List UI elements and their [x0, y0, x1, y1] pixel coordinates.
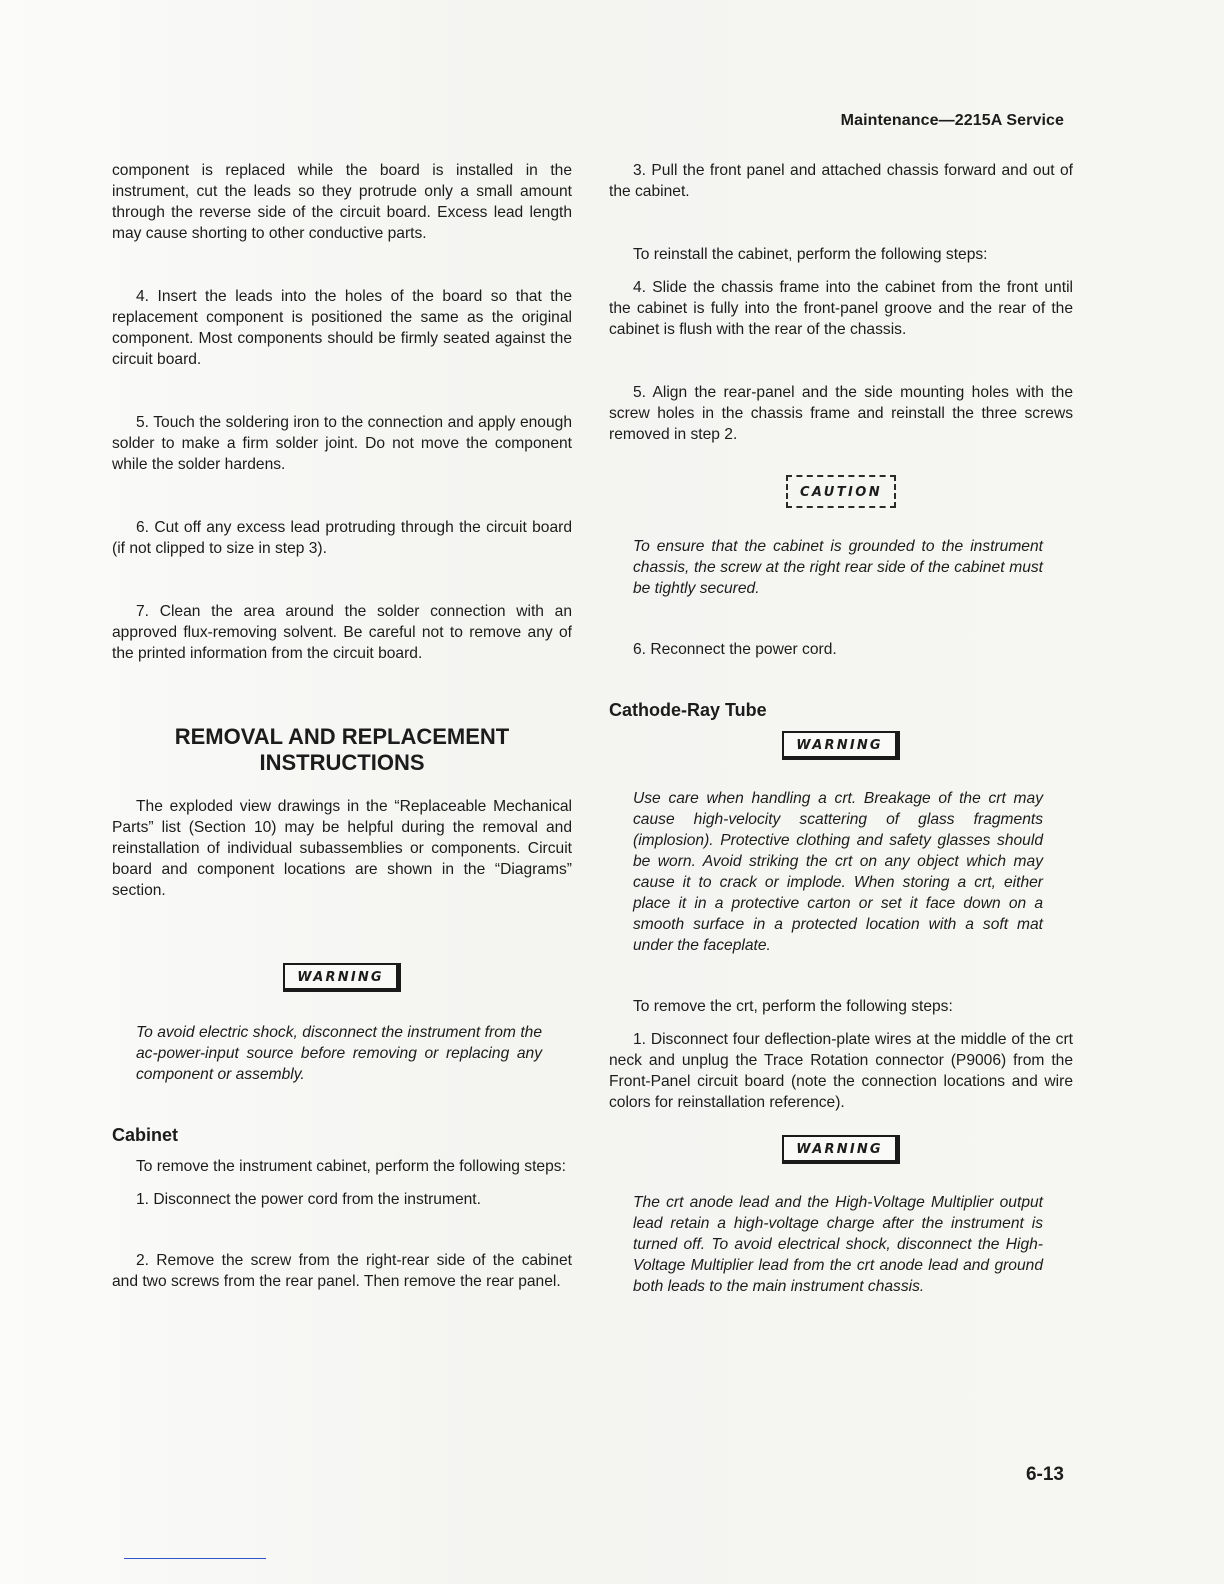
cabinet-step-4: 4. Slide the chassis frame into the cabinet from the front until the cabinet is fully into the front-panel groove and the rear of the cabinet is flush with the rear of the chassis. [609, 279, 1073, 338]
hv-warning-badge-wrap [609, 1135, 1073, 1164]
step-4: 4. Insert the leads into the holes of the board so that the replacement component is positioned the same as the original component. Most components should be firmly seated against the circuit board. [112, 288, 572, 368]
cabinet-step-1: 1. Disconnect the power cord from the instrument. [136, 1191, 481, 1208]
warning-badge-wrap [112, 963, 572, 992]
step-7: 7. Clean the area around the solder connection with an approved flux-removing solvent. Be careful not to remove any of the printed information from the circuit board. [112, 603, 572, 662]
section-intro: The exploded view drawings in the “Replaceable Mechanical Parts” list (Section 10) may be helpful during the removal and reinstallation of individual subassemblies or components. Circuit board and component locations are shown in the “Diagrams” section. [112, 798, 572, 899]
step-5: 5. Touch the soldering iron to the connection and apply enough solder to make a firm solder joint. Do not move the component while the solder hardens. [112, 414, 572, 473]
warning-text: To avoid electric shock, disconnect the instrument from the ac-power-input source before removing or replacing any component or assembly. [136, 1024, 542, 1083]
section-title-line-1: REMOVAL AND REPLACEMENT [174, 724, 510, 749]
cabinet-heading: Cabinet [112, 1125, 179, 1145]
crt-intro: To remove the crt, perform the following steps: [633, 998, 953, 1015]
cabinet-step-6: 6. Reconnect the power cord. [633, 641, 837, 658]
crt-warning-text: Use care when handling a crt. Breakage of the crt may cause high-velocity scattering of glass fragments (implosion). Protective clothing and safety glasses should be worn. Avoid striking the crt on any object which may cause it to crack or implode. When storing a crt, either place it in a protective carton or set it face down on a smooth surface in a protected location with a soft mat under the faceplate. [633, 790, 1043, 954]
section-title [112, 724, 572, 776]
caution-badge-wrap [609, 475, 1073, 508]
left-column [112, 160, 572, 1292]
crt-step-1: 1. Disconnect four deflection-plate wires at the middle of the crt neck and unplug the Trace Rotation connector (P9006) from the Front-Panel circuit board (note the connection locations and wire colors for reinstallation reference). [609, 1031, 1073, 1111]
bottom-rule [124, 1558, 266, 1559]
hv-warning-text: The crt anode lead and the High-Voltage Multiplier output lead retain a high-voltage charge after the instrument is turned off. To avoid electrical shock, disconnect the High-Voltage Multiplier lead from the crt anode lead and ground both leads to the main instrument chassis. [633, 1194, 1043, 1295]
cabinet-step-5: 5. Align the rear-panel and the side mounting holes with the screw holes in the chassis frame and reinstall the three screws removed in step 2. [609, 384, 1073, 443]
right-column [609, 160, 1073, 1297]
caution-text: To ensure that the cabinet is grounded to the instrument chassis, the screw at the right rear side of the cabinet must be tightly secured. [633, 538, 1043, 597]
reinstall-intro: To reinstall the cabinet, perform the following steps: [633, 246, 988, 263]
section-title-line-2: INSTRUCTIONS [259, 750, 425, 775]
hv-warning-badge: WARNING [782, 1135, 900, 1164]
page-number: 6-13 [1025, 1464, 1064, 1485]
crt-warning-badge-wrap [609, 731, 1073, 760]
crt-heading: Cathode-Ray Tube [609, 700, 767, 720]
paragraph-continued: component is replaced while the board is installed in the instrument, cut the leads so they protrude only a small amount through the reverse side of the circuit board. Excess lead length may cause shorting to other conductive parts. [112, 162, 572, 242]
cabinet-step-3: 3. Pull the front panel and attached chassis forward and out of the cabinet. [609, 162, 1073, 200]
cabinet-step-2: 2. Remove the screw from the right-rear side of the cabinet and two screws from the rear panel. Then remove the rear panel. [112, 1252, 572, 1290]
running-head: Maintenance—2215A Service [840, 112, 1064, 129]
warning-badge: WARNING [283, 963, 401, 992]
caution-badge: CAUTION [786, 475, 896, 508]
step-6: 6. Cut off any excess lead protruding through the circuit board (if not clipped to size in step 3). [112, 519, 572, 557]
cabinet-intro: To remove the instrument cabinet, perform the following steps: [136, 1158, 566, 1175]
crt-warning-badge: WARNING [782, 731, 900, 760]
